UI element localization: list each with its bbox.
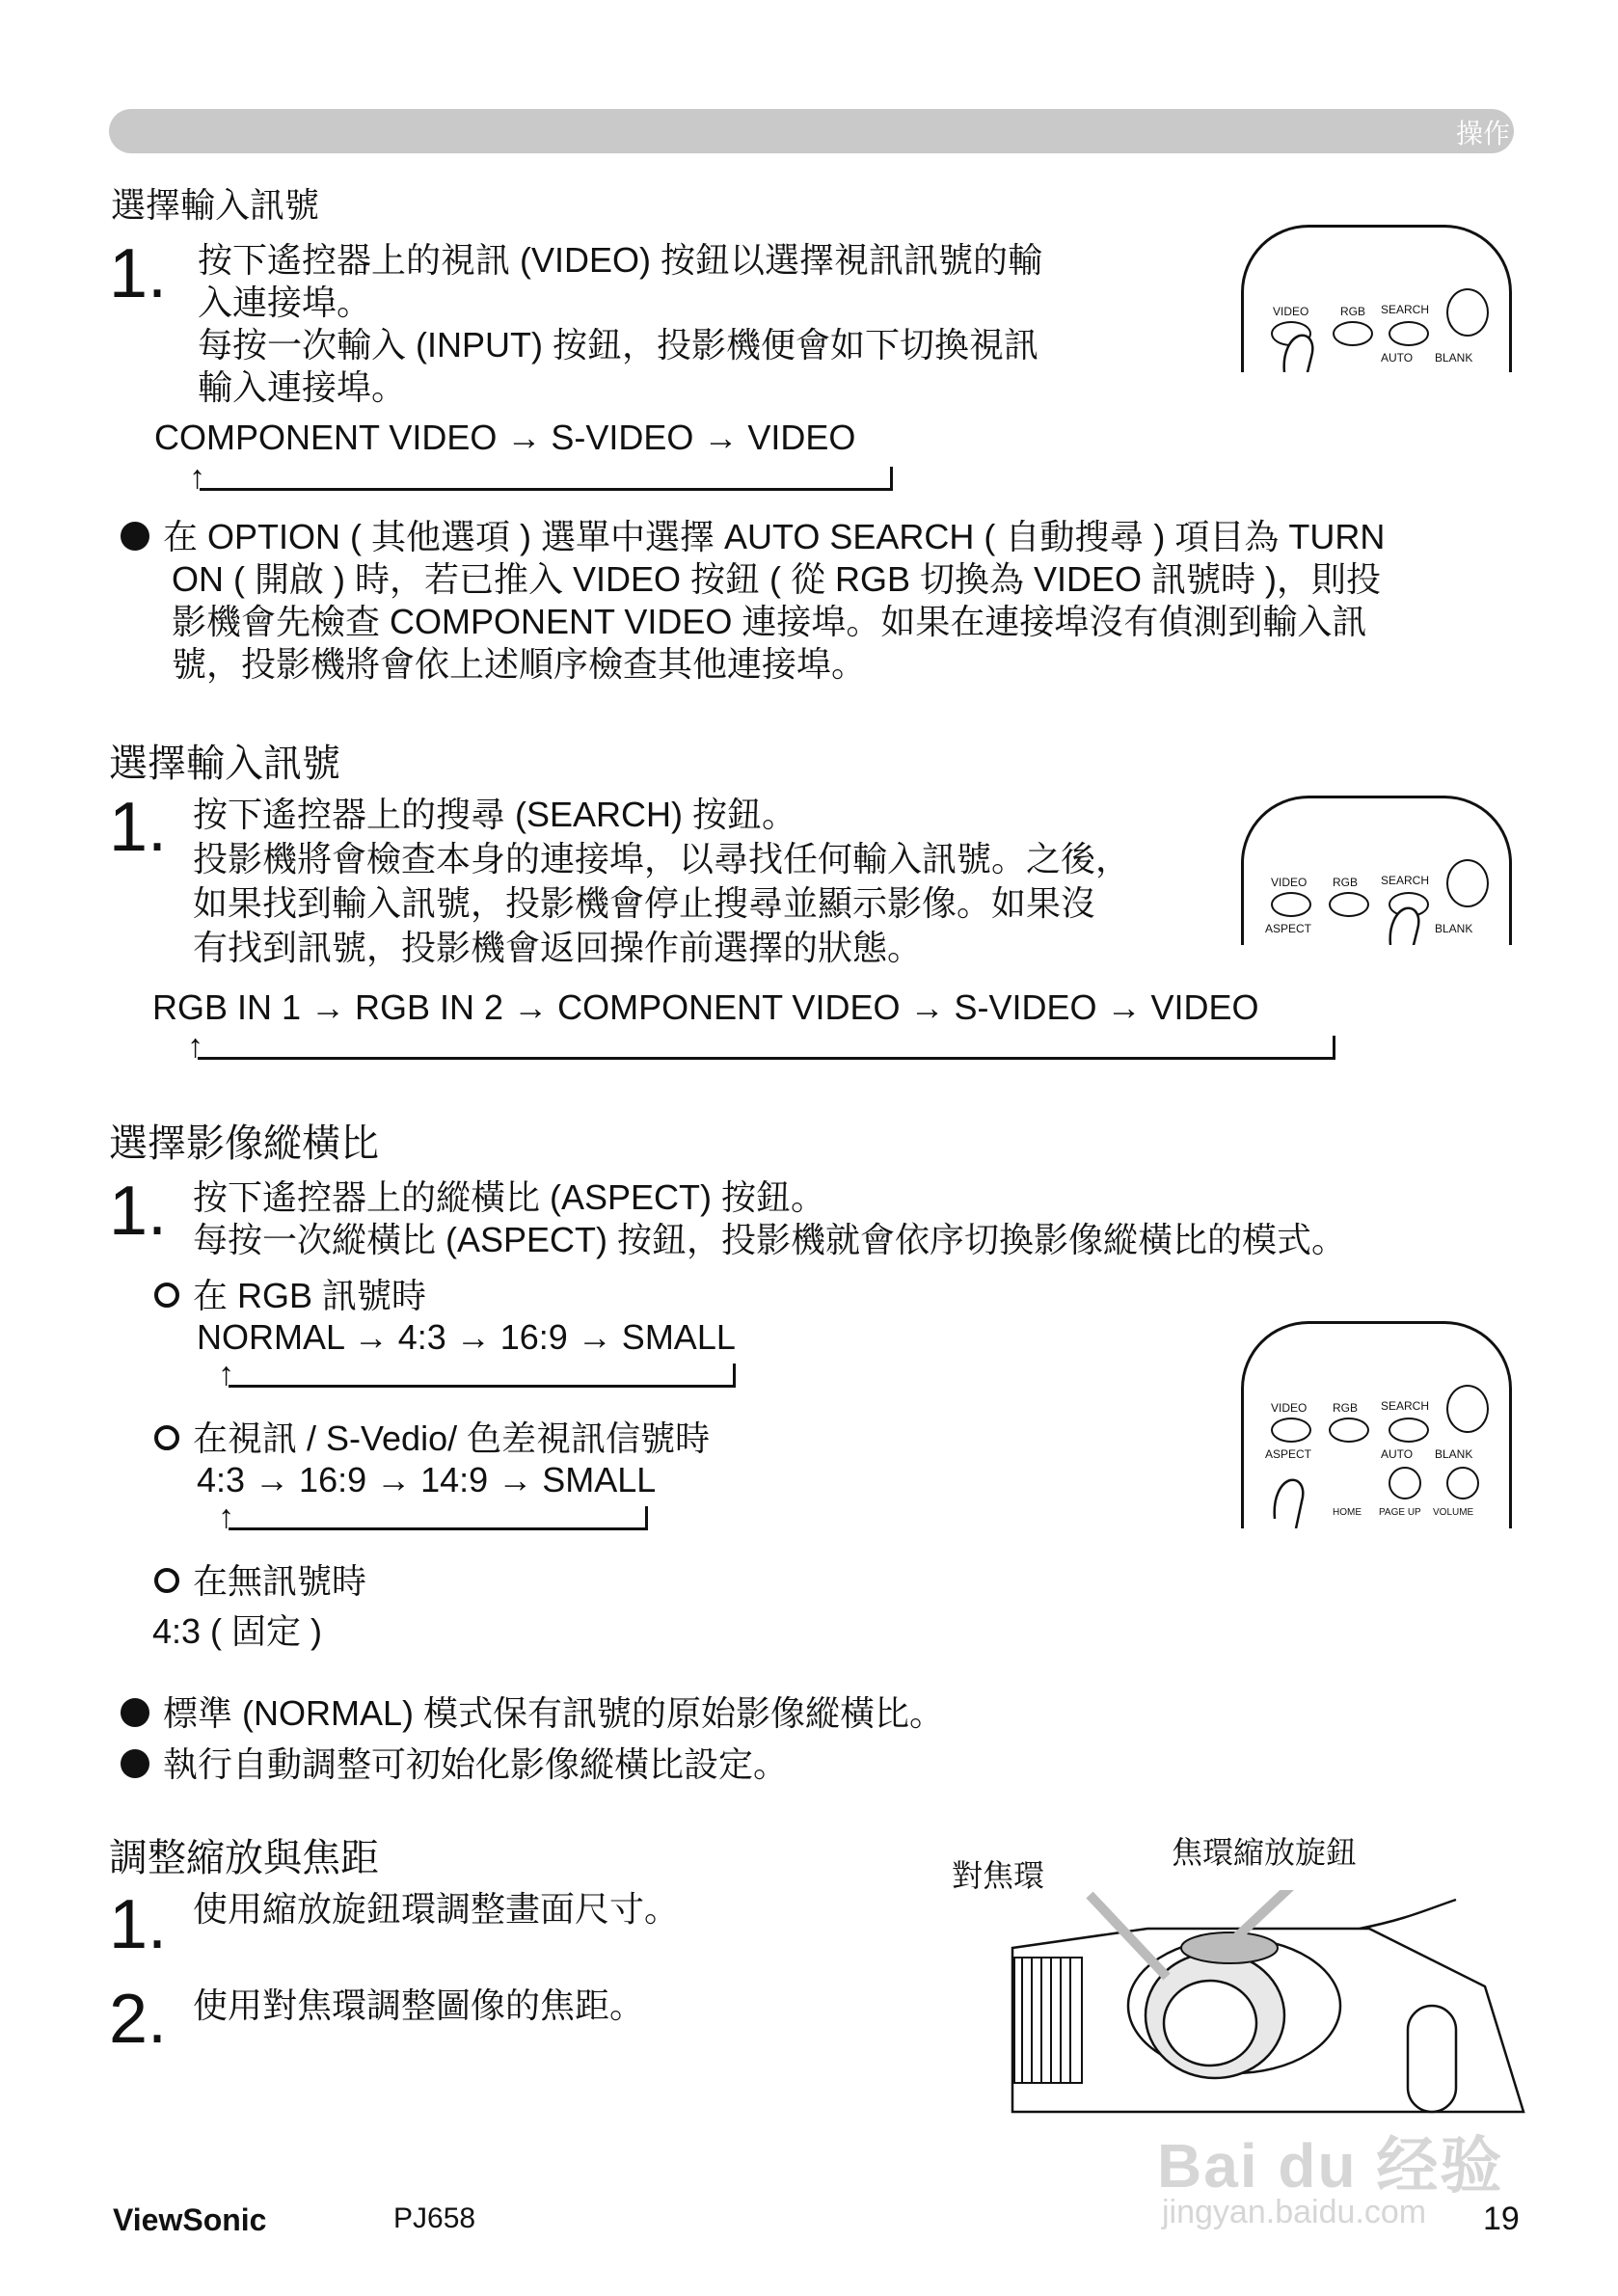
finger-icon <box>1263 1459 1331 1528</box>
return-arrow-icon: ↑ <box>218 1499 234 1535</box>
circle-bullet-icon <box>154 1425 179 1450</box>
rgb-option: 在 RGB 訊號時 <box>154 1275 426 1317</box>
return-line <box>229 1506 648 1530</box>
step-number: 1. <box>109 235 168 312</box>
section-title: 選擇影像縱橫比 <box>109 1122 379 1165</box>
step-text: 使用對焦環調整圖像的焦距。 <box>193 1985 645 2025</box>
remote-illustration: VIDEO RGB SEARCH ASPECT BLANK <box>1241 796 1512 945</box>
remote-illustration: VIDEO RGB SEARCH ASPECT AUTO BLANK HOME PAGE UP VOLUME <box>1241 1321 1512 1528</box>
bullet-icon <box>121 522 149 551</box>
watermark-url: jingyan.baidu.com <box>1162 2194 1427 2230</box>
section-title: 選擇輸入訊號 <box>109 743 340 785</box>
step-text: 按下遙控器上的視訊 (VIDEO) 按鈕以選擇視訊訊號的輸 入連接埠。 每按一次輸入 (INPUT) 按鈕，投影機便會如下切換視訊 輸入連接埠。 <box>198 240 1043 407</box>
step-number: 2. <box>109 1981 168 2058</box>
rgb-flow: NORMAL → 4:3 → 16:9 → SMALL <box>197 1317 736 1357</box>
label-zoom-knob: 焦環縮放旋鈕 <box>1172 1835 1358 1870</box>
return-line <box>200 467 893 491</box>
finger-icon <box>1379 887 1446 945</box>
bullet-icon <box>121 1749 149 1778</box>
step-text: 按下遙控器上的縱橫比 (ASPECT) 按鈕。 每按一次縱橫比 (ASPECT) 按鈕，投影機就會依序切換影像縱橫比的模式。 <box>193 1177 1347 1259</box>
footer-brand: ViewSonic <box>113 2202 267 2237</box>
nosignal-value: 4:3 ( 固定 ) <box>152 1611 323 1651</box>
watermark-logo: Bai du 经验 <box>1157 2131 1504 2201</box>
note-bullet: 在 OPTION ( 其他選項 ) 選單中選擇 AUTO SEARCH ( 自動搜尋 ) 項目為 TURN ON ( 開啟 ) 時，若已推入 VIDEO 按鈕 ( 從 RGB 切換為 VIDEO 訊號時 )，則投 影機會先檢查 COMPONENT VIDEO 連接埠。如果在連接埠沒有偵測到輸入訊 號，投影機將會依上述順序檢查其他連接埠。 <box>121 516 1519 686</box>
section-title: 調整縮放與焦距 <box>109 1837 379 1879</box>
note-bullet: 標準 (NORMAL) 模式保有訊號的原始影像縱橫比。 <box>121 1692 944 1735</box>
flow-sequence: COMPONENT VIDEO → S-VIDEO → VIDEO <box>154 418 856 457</box>
footer-model: PJ658 <box>393 2202 476 2234</box>
projector-lens-illustration <box>1003 1890 1543 2126</box>
circle-bullet-icon <box>154 1283 179 1308</box>
nosignal-option: 在無訊號時 <box>154 1560 366 1603</box>
step-text: 使用縮放旋鈕環調整畫面尺寸。 <box>193 1889 680 1929</box>
page-number: 19 <box>1483 2201 1520 2237</box>
return-arrow-icon: ↑ <box>187 1028 203 1065</box>
note-bullet: 執行自動調整可初始化影像縱橫比設定。 <box>121 1743 788 1786</box>
step-text: 按下遙控器上的搜尋 (SEARCH) 按鈕。 投影機將會檢查本身的連接埠，以尋找任何輸入訊號。之後， 如果找到輸入訊號，投影機會停止搜尋並顯示影像。如果沒 有找到訊號，投影機會返回操作前選擇的狀態。 <box>193 795 1131 967</box>
return-line <box>198 1036 1335 1060</box>
video-option: 在視訊 / S-Vedio/ 色差視訊信號時 <box>154 1418 710 1460</box>
return-line <box>229 1364 736 1388</box>
bullet-icon <box>121 1698 149 1727</box>
remote-illustration: VIDEO RGB SEARCH AUTO BLANK <box>1241 225 1512 372</box>
finger-icon <box>1273 314 1340 372</box>
header-bar <box>109 109 1514 153</box>
video-flow: 4:3 → 16:9 → 14:9 → SMALL <box>197 1460 657 1499</box>
return-arrow-icon: ↑ <box>189 459 205 496</box>
label-focus-ring: 對焦環 <box>952 1858 1045 1893</box>
step-number: 1. <box>109 1173 168 1250</box>
return-arrow-icon: ↑ <box>218 1356 234 1392</box>
step-number: 1. <box>109 1886 168 1963</box>
step-number: 1. <box>109 789 168 866</box>
flow-sequence: RGB IN 1 → RGB IN 2 → COMPONENT VIDEO → S-VIDEO → VIDEO <box>152 987 1259 1027</box>
circle-bullet-icon <box>154 1568 179 1593</box>
header-tag: 操作 <box>1455 119 1510 149</box>
section-title: 選擇輸入訊號 <box>111 185 320 225</box>
